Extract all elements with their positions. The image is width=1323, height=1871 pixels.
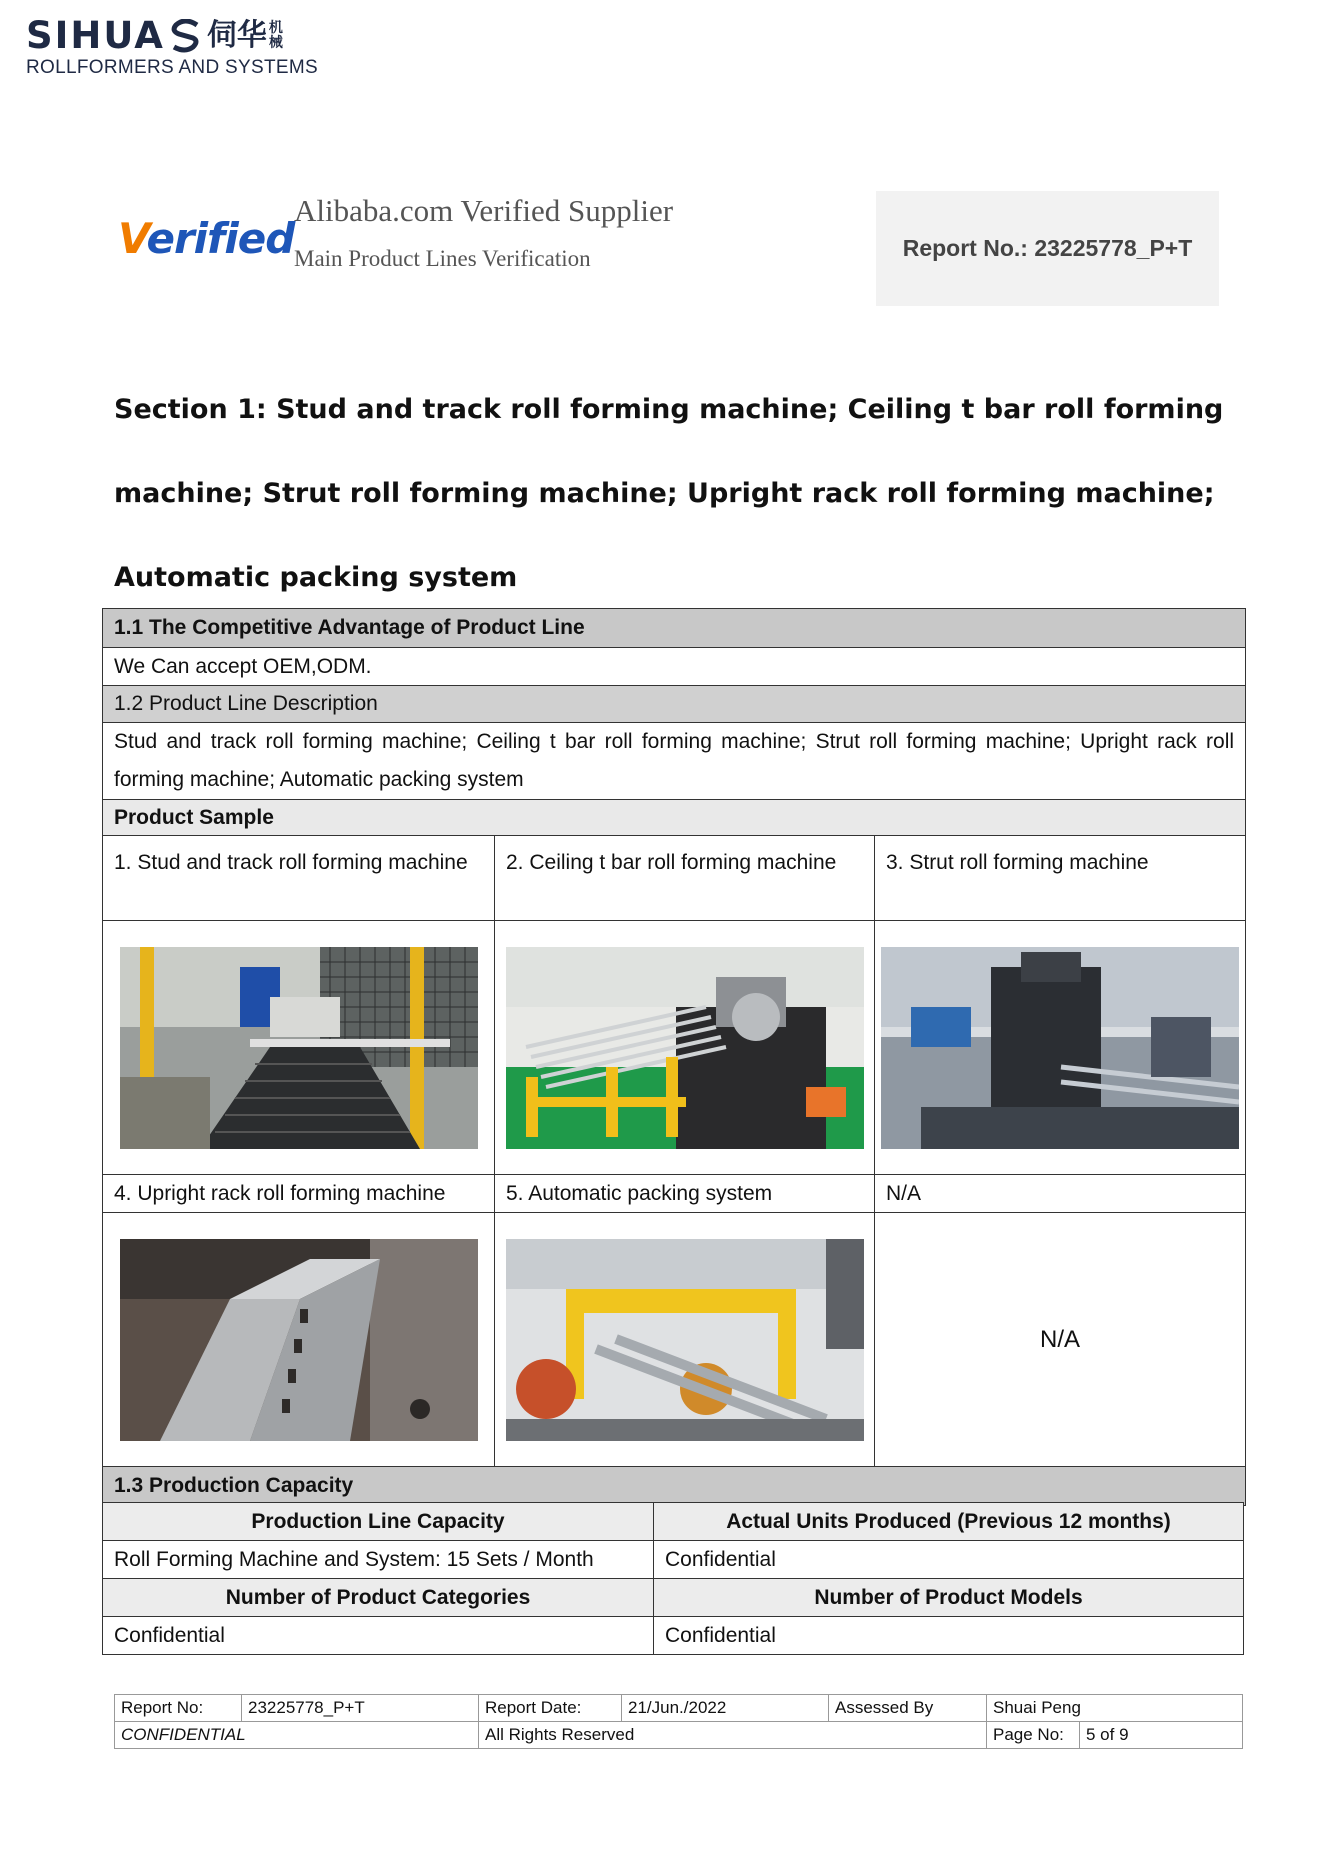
advantage-row <box>103 648 1246 686</box>
capacity-value-1: Roll Forming Machine and System: 15 Sets / Month <box>103 1541 654 1579</box>
report-number: Report No.: 23225778_P+T <box>902 235 1193 261</box>
report-number-box <box>876 191 1219 306</box>
verified-logo: Verified <box>118 214 295 263</box>
sample-header: Product Sample <box>103 800 1246 836</box>
models-col: Number of Product Models <box>654 1579 1244 1617</box>
sample-photo-cell-3 <box>875 921 1246 1175</box>
categories-col: Number of Product Categories <box>103 1579 654 1617</box>
sample-header-row <box>103 800 1246 836</box>
sample-label-row-2 <box>103 1175 1246 1213</box>
ceiling-t-bar-machine-photo <box>506 947 864 1149</box>
footer-report-no-value: 23225778_P+T <box>242 1695 479 1722</box>
capacity-col-row <box>103 1503 1244 1541</box>
capacity-header-row <box>103 1467 1246 1506</box>
brand-chinese-small: 机械 <box>268 20 283 51</box>
description-header: 1.2 Product Line Description <box>103 686 1246 723</box>
section-title: Section 1: Stud and track roll forming machine; Ceiling t bar roll forming machine; Strut roll forming machine; Upright rack roll forming machine; Automatic packing system <box>114 394 1224 593</box>
brand-logo <box>26 16 318 79</box>
product-lines-table <box>102 608 1246 1506</box>
footer-confidential: CONFIDENTIAL <box>115 1722 479 1749</box>
automatic-packing-system-photo <box>506 1239 864 1441</box>
advantage-header-row <box>103 609 1246 648</box>
footer-assessed-label: Assessed By <box>829 1695 987 1722</box>
capacity-value-2: Confidential <box>654 1541 1244 1579</box>
description-text: Stud and track roll forming machine; Ceiling t bar roll forming machine; Strut roll forming machine; Upright rack roll forming machine; Automatic packing system <box>103 723 1246 800</box>
sample-photo-cell-4 <box>103 1213 495 1467</box>
sihua-s-mark-icon <box>171 19 201 53</box>
advantage-text: We Can accept OEM,ODM. <box>103 648 1246 686</box>
models-value: Confidential <box>654 1617 1244 1655</box>
footer-row-2 <box>115 1722 1243 1749</box>
sample-label-4: 4. Upright rack roll forming machine <box>103 1175 495 1213</box>
description-row <box>103 723 1246 800</box>
capacity-value-row <box>103 1541 1244 1579</box>
sample-label-5: 5. Automatic packing system <box>495 1175 875 1213</box>
description-header-row <box>103 686 1246 723</box>
sample-label-row-1 <box>103 836 1246 921</box>
categories-value-row <box>103 1617 1244 1655</box>
banner-subtitle: Main Product Lines Verification <box>294 246 591 271</box>
sample-photo-row-1 <box>103 921 1246 1175</box>
sample-na-cell: N/A <box>875 1213 1246 1467</box>
footer-rights: All Rights Reserved <box>479 1722 987 1749</box>
footer-page-label: Page No: <box>987 1722 1080 1749</box>
capacity-header: 1.3 Production Capacity <box>103 1467 1246 1506</box>
footer-report-no-label: Report No: <box>115 1695 242 1722</box>
capacity-table <box>102 1502 1244 1655</box>
stud-track-machine-photo <box>120 947 478 1149</box>
sample-photo-row-2 <box>103 1213 1246 1467</box>
sample-photo-cell-5 <box>495 1213 875 1467</box>
report-footer <box>114 1694 1243 1749</box>
footer-report-date-value: 21/Jun./2022 <box>622 1695 829 1722</box>
brand-chinese-name: 伺华 <box>206 18 267 53</box>
footer-row-1 <box>115 1695 1243 1722</box>
sample-photo-cell-1 <box>103 921 495 1175</box>
sample-label-6: N/A <box>875 1175 1246 1213</box>
categories-value: Confidential <box>103 1617 654 1655</box>
sample-photo-cell-2 <box>495 921 875 1175</box>
strut-machine-photo <box>881 947 1239 1149</box>
sample-label-2: 2. Ceiling t bar roll forming machine <box>495 836 875 921</box>
upright-rack-profile-photo <box>120 1239 478 1441</box>
advantage-header: 1.1 The Competitive Advantage of Product Line <box>103 609 1246 648</box>
sample-label-3: 3. Strut roll forming machine <box>875 836 1246 921</box>
footer-report-date-label: Report Date: <box>479 1695 622 1722</box>
capacity-col-1: Production Line Capacity <box>103 1503 654 1541</box>
brand-name: SIHUA <box>26 14 165 57</box>
footer-assessed-value: Shuai Peng <box>987 1695 1243 1722</box>
categories-col-row <box>103 1579 1244 1617</box>
brand-tagline: ROLLFORMERS AND SYSTEMS <box>26 57 318 78</box>
capacity-col-2: Actual Units Produced (Previous 12 months) <box>654 1503 1244 1541</box>
sample-label-1: 1. Stud and track roll forming machine <box>103 836 495 921</box>
banner-title: Alibaba.com Verified Supplier <box>294 193 674 228</box>
footer-page-value: 5 of 9 <box>1080 1722 1243 1749</box>
